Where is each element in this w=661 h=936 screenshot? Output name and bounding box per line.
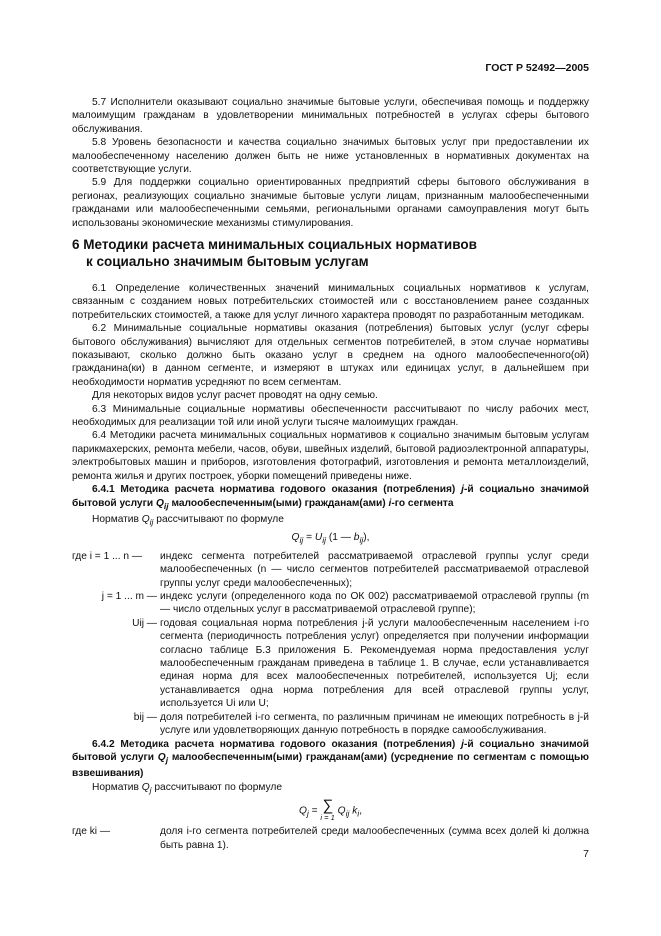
s641-part4: Q xyxy=(155,497,164,509)
f2-k: k xyxy=(352,805,358,817)
subsection-6-4-1-title xyxy=(72,483,589,513)
def1-3-text: доля потребителей i-го сегмента, по различным причинам не имеющих потребность в j-й услуге или удовлетворяющих данную потребность в порядке самообслуживания. xyxy=(160,711,589,737)
norm1-qs: ij xyxy=(149,516,154,527)
norm2-q: Q xyxy=(141,781,150,793)
section-5-end xyxy=(72,96,589,230)
def2-0-text: доля i-го сегмента потребителей среди малообеспеченных (сумма всех долей ki должна быть равна 1). xyxy=(160,826,589,851)
standard-code-header: ГОСТ Р 52492—2005 xyxy=(485,62,589,74)
f1-eq: = xyxy=(303,532,315,544)
paragraph-5-7: 5.7 Исполнители оказывают социально значимые бытовые услуги, обеспечивая помощь и поддержку малоимущим гражданам в удовлетворении минимальных потребностей в услугах сферы бытового обслуживания. xyxy=(72,97,589,135)
section-6-heading xyxy=(72,236,589,270)
f2-k-sub: i xyxy=(357,808,360,819)
paragraph-6-1: 6.1 Определение количественных значений минимальных социальных нормативов к услугам, связанным с созданием новых потребительских стоимостей или с восстановлением ранее созданных потребительских стоимостей, а также для услуг личного характера проводят по разработанным методикам. xyxy=(72,283,589,321)
section-6-body xyxy=(72,282,589,852)
norm2-qs: j xyxy=(149,784,152,795)
s641-part2: j xyxy=(461,484,464,496)
paragraph-6-2: 6.2 Минимальные социальные нормативы оказания (потребления) бытовых услуг (услуг сферы бытового обслуживания) вычисляют для отдельных сегментов потребителей, в этом случае нормативы показывают, сколько должно быть оказано услуг в среднем на одного малообеспеченного(ой) гражданина(ки) в данном сегменте, и измеряют в штуках или единицах услуг, в дальнейшем при необходимости норматив усредняют по всем сегментам. xyxy=(72,323,589,388)
formula-intro-2 xyxy=(72,781,589,797)
sum-lower-limit: i = 1 xyxy=(320,813,335,823)
def1-0-text: индекс сегмента потребителей рассматриваемой отраслевой группы услуг среди малообеспеченных (n — число сегментов потребителей рассматриваемой отраслевой группы услуг среди малообеспеченных); xyxy=(160,550,589,589)
norm2-b: рассчитывают по формуле xyxy=(151,781,282,793)
s641-part7: i xyxy=(388,497,392,509)
s641-part1: 6.4.1 Методика расчета норматива годового оказания (потребления) xyxy=(92,484,462,496)
f1-lhs-sub: ij xyxy=(299,535,304,546)
formula-1 xyxy=(72,531,589,547)
f2-eq: = xyxy=(308,805,321,817)
def1-2-symbol: Uij — xyxy=(132,617,157,629)
summation-sign xyxy=(320,799,334,823)
formula-2-definitions xyxy=(72,825,589,852)
def1-1-text: индекс услуги (определенного кода по ОК 002) рассматриваемой отраслевой группы (m — число отдельных услуг в рассматриваемой отраслевой группе); xyxy=(160,591,589,616)
formula-intro-1 xyxy=(72,513,589,529)
s642-part6: малообеспеченным(ыми) гражданам(ами) (усреднение по сегментам с помощью взвешивания) xyxy=(72,751,589,780)
f2-lhs-sub: j xyxy=(306,808,309,819)
s641-part8: -го сегмента xyxy=(391,497,454,509)
f1-b: b xyxy=(353,532,360,544)
formula-1-definitions xyxy=(72,550,589,738)
norm1-b: рассчитывают по формуле xyxy=(153,513,284,525)
def1-0-symbol: где i = 1 ... n — xyxy=(72,550,143,562)
paragraph-6-3: 6.3 Минимальные социальные нормативы обеспеченности рассчитывают по числу рабочих мест, необходимых для реализации той или иной услуги тысяче малоимущих граждан. xyxy=(72,403,589,429)
f1-mid: (1 — xyxy=(326,532,354,544)
f1-b-sub: ij xyxy=(359,535,364,546)
def1-2-text: годовая социальная норма потребления j-й услуги малообеспеченным населением i-го сегмента (периодичность потребления услуг) определяется при получении информации согласно таблице Б.3 приложения Б. Рекомендуемая норма предоставления услуг малообеспеченным гражданам приведена в таблице 1. В случае, если устанавливается единая норма для всех малообеспеченных потребителей, используется Uj; если устанавливается одна норма потребления для всей отраслевой группы услуг, используется Ui или U; xyxy=(160,617,589,710)
section-title-line2: к социально значимым бытовым услугам xyxy=(86,254,369,269)
f2-lhs: Q xyxy=(298,805,307,817)
norm1-q: Q xyxy=(141,513,150,525)
f1-u-sub: ij xyxy=(322,535,327,546)
f2-q: Q xyxy=(337,805,346,817)
norm2-a: Норматив xyxy=(92,781,142,793)
norm1-a: Норматив xyxy=(92,513,142,525)
def1-1-symbol: j = 1 ... m — xyxy=(101,591,157,603)
paragraph-6-2-note: Для некоторых видов услуг расчет проводят на одну семью. xyxy=(92,390,378,402)
f1-u: U xyxy=(314,532,323,544)
sigma-glyph: ∑ xyxy=(322,797,333,815)
f2-end: , xyxy=(359,805,363,817)
formula-2 xyxy=(72,799,589,823)
def1-3-symbol: bij — xyxy=(133,711,157,723)
section-title xyxy=(72,236,589,270)
def2-0-symbol: где ki — xyxy=(72,826,111,838)
f1-end: ), xyxy=(363,532,370,544)
s642-part1: 6.4.2 Методика расчета норматива годового оказания (потребления) xyxy=(92,738,462,750)
s642-part5: j xyxy=(165,754,169,765)
page-number: 7 xyxy=(583,848,589,860)
s641-part3: -й социально значимой бытовой услуги xyxy=(72,484,589,509)
s642-part3: -й социально значимой бытовой услуги xyxy=(72,738,589,763)
subsection-6-4-2-title xyxy=(72,738,589,781)
paragraph-5-9: 5.9 Для поддержки социально ориентированных предприятий сферы бытового обслуживания в регионах, реализующих социально значимые бытовые услуги лицам, признанным малообеспеченными гражданами или малообеспеченными семьями, региональными органами самоуправления могут быть использованы экономические механизмы стимулирования. xyxy=(72,177,589,229)
paragraph-6-4: 6.4 Методики расчета минимальных социальных нормативов к социально значимым бытовым услугам парикмахерских, ремонта мебели, часов, обуви, швейных изделий, бытовой радиоэлектронной аппаратуры, электробытовых машин и приборов, изготовления фотографий, изготовления и ремонта металлоизделий, ремонта жилья и других построек, уборки помещений приведены ниже. xyxy=(72,430,589,482)
section-title-line1: 6 Методики расчета минимальных социальных нормативов xyxy=(72,237,477,252)
s642-part2: j xyxy=(461,738,464,750)
f2-q-sub: ij xyxy=(345,808,350,819)
s641-part6: малообеспеченным(ыми) гражданам(ами) xyxy=(168,497,389,509)
paragraph-5-8: 5.8 Уровень безопасности и качества социально значимых бытовых услуг при предоставлении их малообеспеченному населению должен быть не ниже установленных в нормативных документах на соответствующие услуги. xyxy=(72,137,589,176)
s642-part4: Q xyxy=(157,751,166,763)
s641-part5: ij xyxy=(163,500,169,511)
f1-lhs: Q xyxy=(291,532,300,544)
